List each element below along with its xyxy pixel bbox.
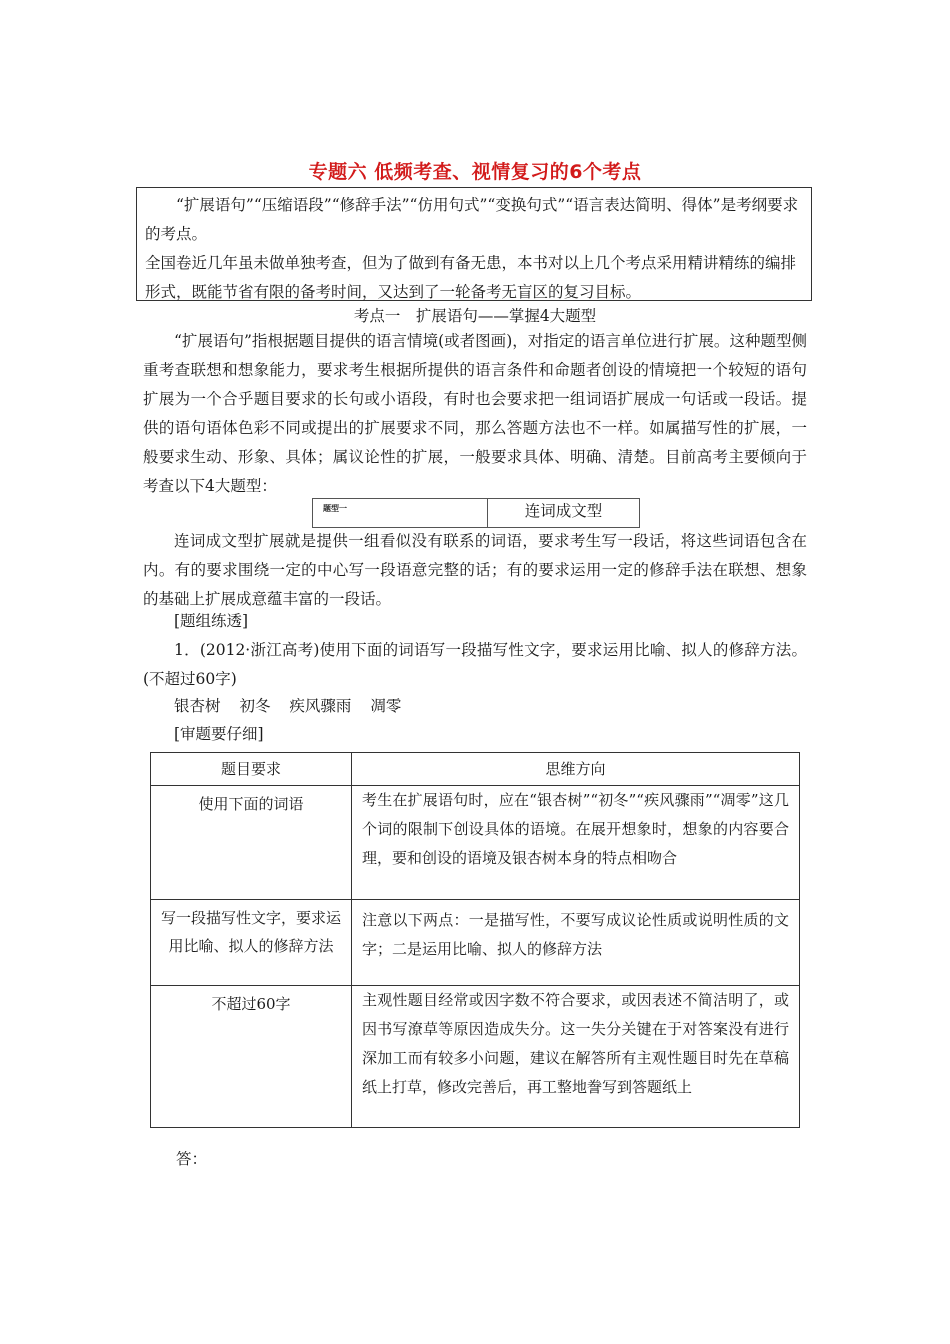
direction-cell: 注意以下两点：一是描写性，不要写成议论性质或说明性质的文字；二是运用比喻、拟人的修辞方法 bbox=[352, 900, 800, 986]
type-description: 连词成文型扩展就是提供一组看似没有联系的词语，要求考生写一段话，将这些词语包含在内。有的要求围绕一定的中心写一段语意完整的话；有的要求运用一定的修辞手法在联想、想象的基础上扩展成意蕴丰富的一段话。 bbox=[143, 532, 807, 608]
table-header-cell: 题目要求 bbox=[151, 753, 352, 786]
type-name: 连词成文型 bbox=[487, 498, 640, 528]
requirement-cell: 写一段描写性文字，要求运用比喻、拟人的修辞方法 bbox=[151, 900, 352, 986]
intro-paragraph-1: “扩展语句”“压缩语段”“修辞手法”“仿用句式”“变换句式”“语言表达简明、得体”是考纲要求的考点。 bbox=[145, 196, 799, 243]
intro-box bbox=[136, 187, 812, 301]
page-title: 专题六 低频考查、视情复习的6个考点 bbox=[308, 161, 642, 183]
requirement-cell: 不超过60字 bbox=[151, 986, 352, 1128]
word-list bbox=[143, 692, 807, 721]
table-row bbox=[151, 786, 800, 900]
type-banner bbox=[312, 498, 640, 528]
section-heading: 考点一 扩展语句——掌握4大题型 bbox=[353, 307, 597, 325]
practice-label: [题组练透] bbox=[174, 612, 249, 630]
review-label: [审题要仔细] bbox=[174, 725, 264, 743]
word-item: 疾风骤雨 bbox=[289, 697, 352, 715]
table-header-cell: 思维方向 bbox=[352, 753, 800, 786]
table-row bbox=[151, 986, 800, 1128]
word-item: 初冬 bbox=[239, 697, 271, 715]
intro-paragraph-2: 全国卷近几年虽未做单独考查，但为了做到有备无患，本书对以上几个考点采用精讲精练的编排形式，既能节省有限的备考时间，又达到了一轮备考无盲区的复习目标。 bbox=[145, 254, 797, 301]
answer-label: 答： bbox=[176, 1150, 208, 1168]
type-tag: 题型一 bbox=[312, 498, 487, 528]
table-header-row bbox=[151, 753, 800, 786]
analysis-table bbox=[150, 752, 800, 1128]
direction-cell: 考生在扩展语句时，应在“银杏树”“初冬”“疾风骤雨”“凋零”这几个词的限制下创设具体的语境。在展开想象时，想象的内容要合理，要和创设的语境及银杏树本身的特点相吻合 bbox=[352, 786, 800, 900]
requirement-cell: 使用下面的词语 bbox=[151, 786, 352, 900]
word-item: 凋零 bbox=[370, 697, 402, 715]
direction-cell: 主观性题目经常或因字数不符合要求，或因表述不简洁明了，或因书写潦草等原因造成失分。这一失分关键在于对答案没有进行深加工而有较多小问题，建议在解答所有主观性题目时先在草稿纸上打草，修改完善后，再工整地誊写到答题纸上 bbox=[352, 986, 800, 1128]
table-row bbox=[151, 900, 800, 986]
section-intro-paragraph: “扩展语句”指根据题目提供的语言情境(或者图画)，对指定的语言单位进行扩展。这种题型侧重考查联想和想象能力，要求考生根据所提供的语言条件和命题者创设的情境把一个较短的语句扩展为一个合乎题目要求的长句或小语段，有时也会要求把一组词语扩展成一句话或一段话。提供的语句语体色彩不同或提出的扩展要求不同，那么答题方法也不一样。如属描写性的扩展，一般要求生动、形象、具体；属议论性的扩展，一般要求具体、明确、清楚。目前高考主要倾向于考查以下4大题型： bbox=[143, 332, 807, 495]
question-text: 1．(2012·浙江高考)使用下面的词语写一段描写性文字，要求运用比喻、拟人的修辞方法。(不超过60字) bbox=[143, 641, 807, 688]
word-item: 银杏树 bbox=[174, 697, 221, 715]
